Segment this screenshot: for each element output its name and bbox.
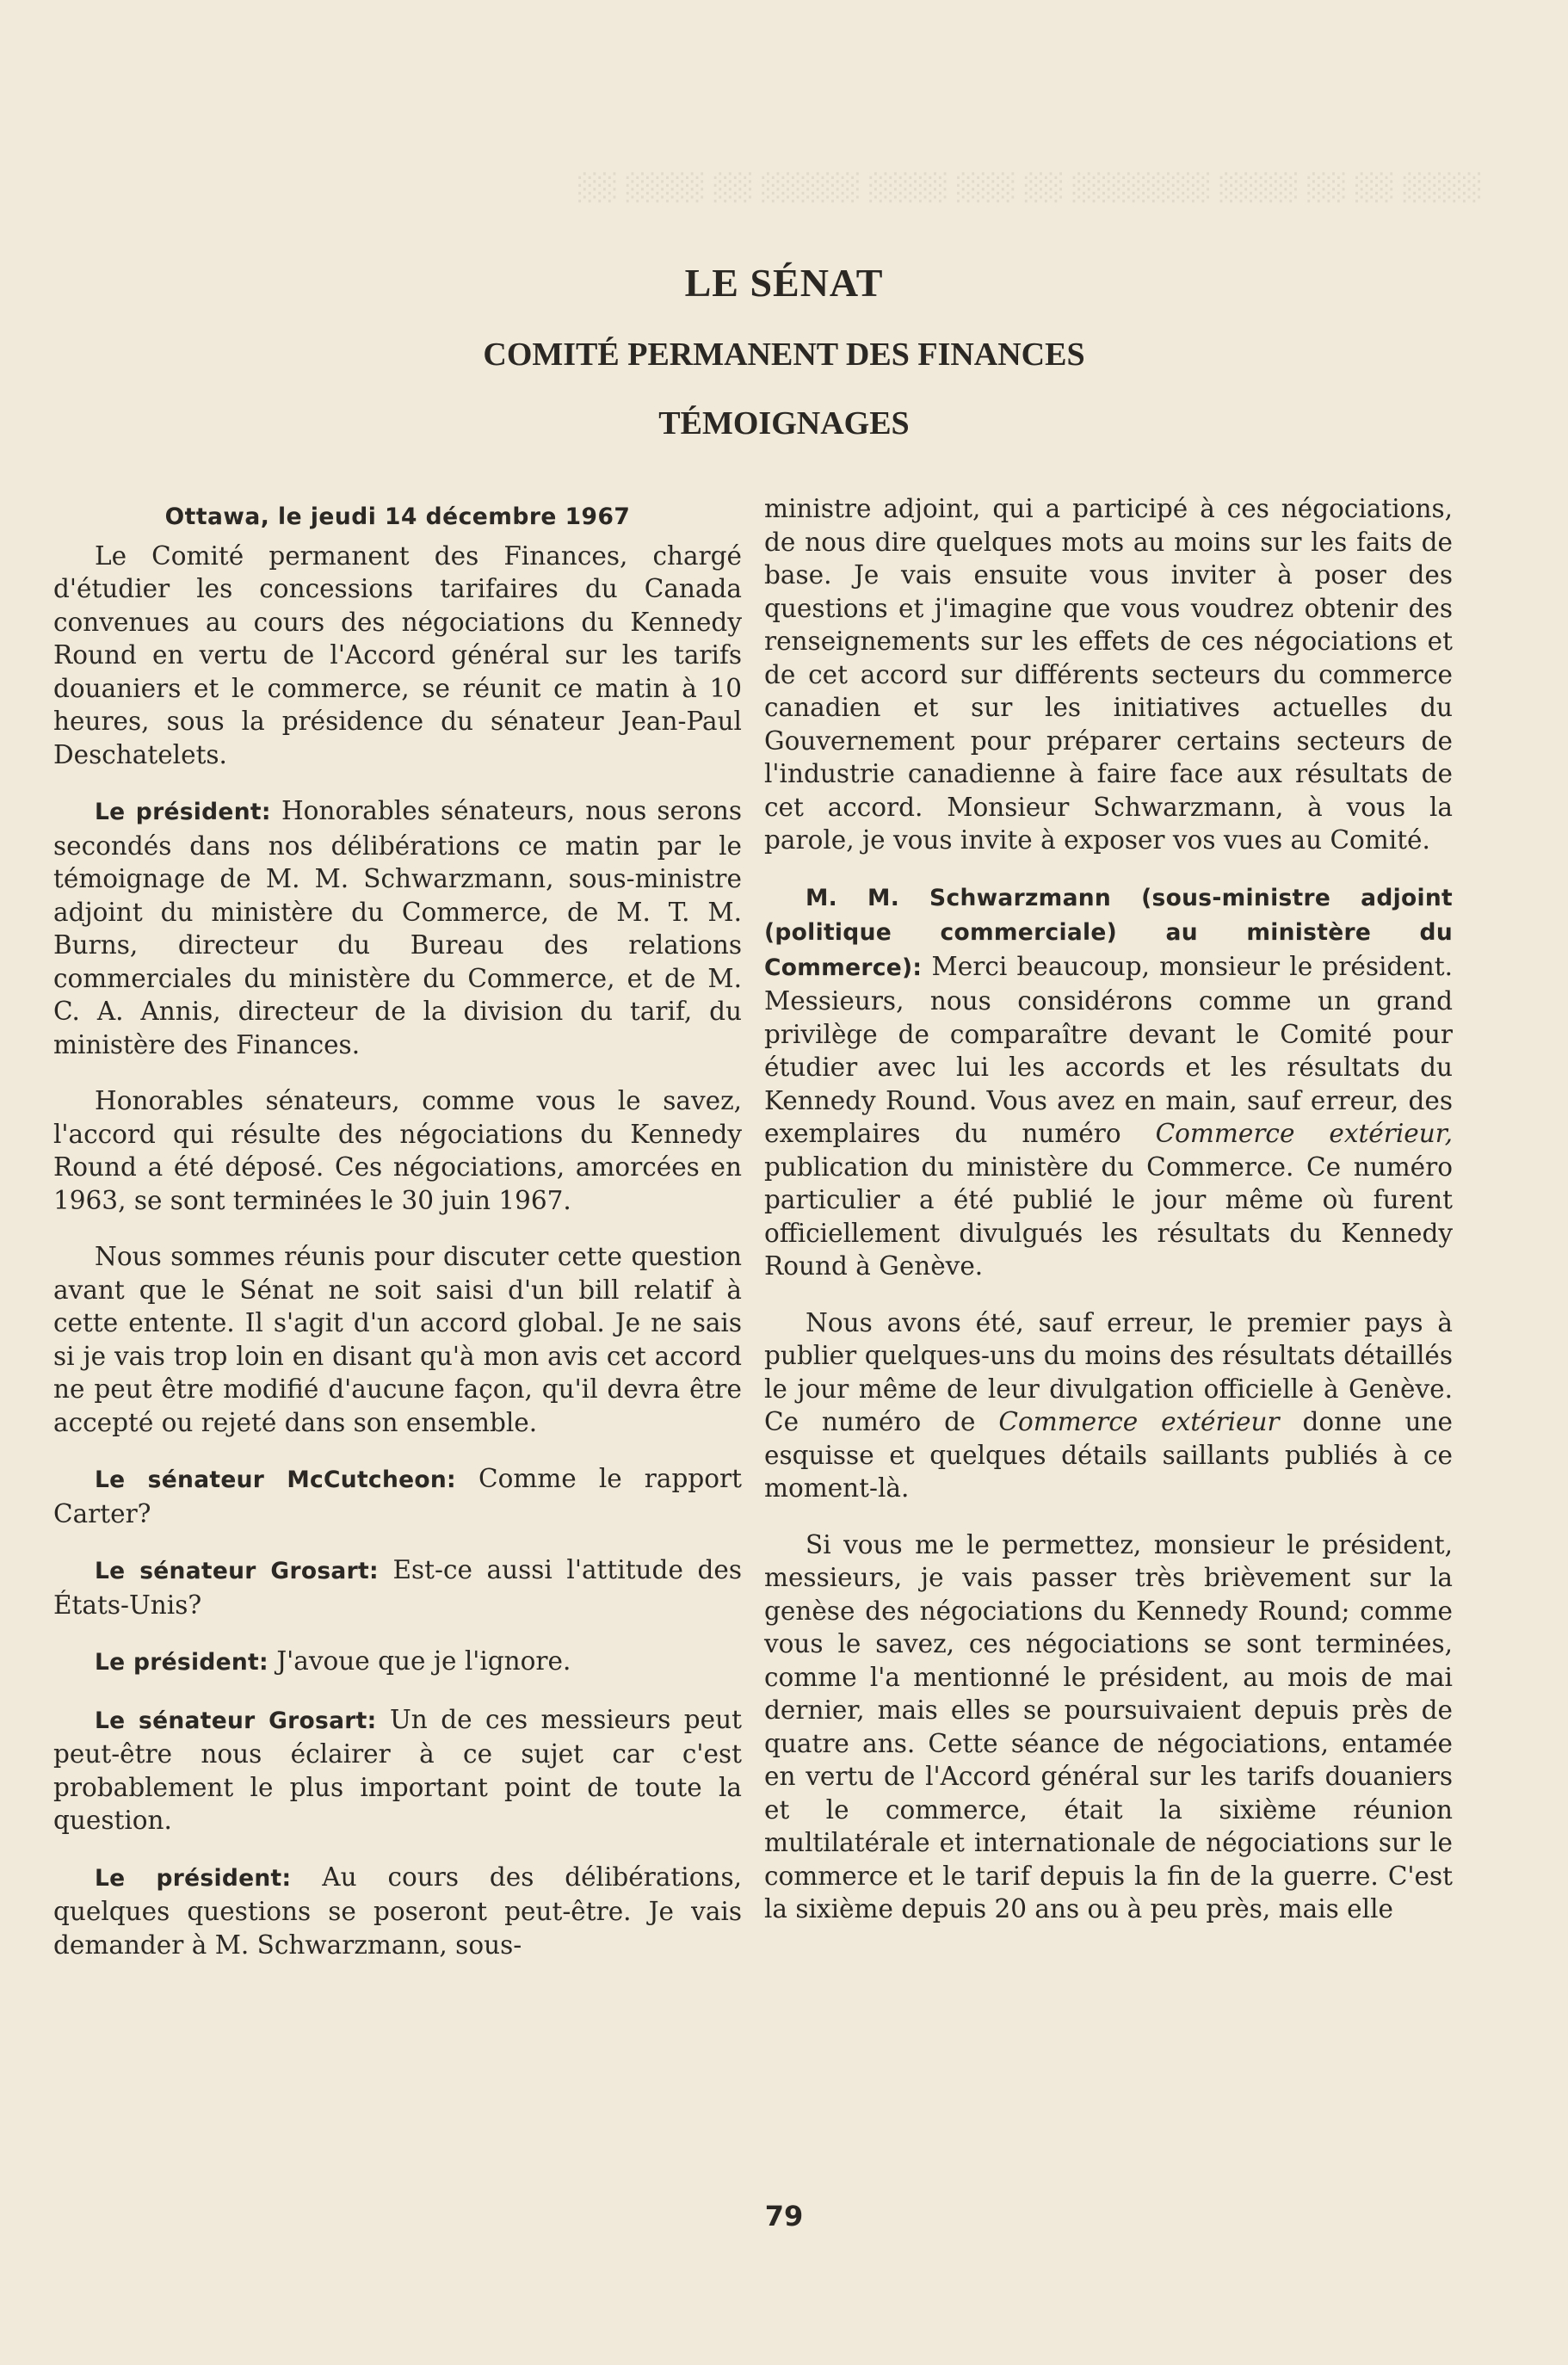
- speech-text: Un de ces messieurs peut peut-être nous éclairer à ce sujet car c'est probablement le plus important point de toute la question.: [53, 1704, 742, 1835]
- speech-text: Honorables sénateurs, nous serons secondés dans nos délibérations ce matin par le témoignage de M. M. Schwarzmann, sous-ministre adjoint du ministère du Commerce, de M. T. M. Burns, directeur du Bureau des relations commerciales du ministère du Commerce, et de M. C. A. Annis, directeur de la division du tarif, du ministère des Finances.: [53, 796, 742, 1059]
- speech-paragraph: [53, 1861, 742, 1962]
- paragraph: Le Comité permanent des Finances, chargé d'étudier les concessions tarifaires du Canada convenues au cours des négociations du Kennedy Round en vertu de l'Accord général sur les tarifs douaniers et le commerce, se réunit ce matin à 10 heures, sous la présidence du sénateur Jean-Paul Deschatelets.: [53, 540, 742, 769]
- speech-text: Comme le rapport Carter?: [53, 1464, 742, 1528]
- paragraph: [764, 1306, 1453, 1505]
- speaker-label: Le sénateur Grosart:: [95, 1558, 379, 1584]
- speaker-label: M. M. Schwarzmann (sous-ministre adjoint (politique commerciale) au ministère du Commerce):: [764, 884, 1453, 981]
- right-column: [764, 492, 1453, 1949]
- speech-paragraph: [53, 1553, 742, 1621]
- speaker-label: Le président:: [95, 799, 271, 825]
- publication-title: Commerce extérieur: [998, 1407, 1280, 1436]
- speech-paragraph: [53, 1703, 742, 1837]
- show-through-text: [361, 172, 1480, 205]
- speech-text: publication du ministère du Commerce. Ce numéro particulier a été publié le jour même où furent officiellement divulgués les résultats du Kennedy Round à Genève.: [764, 1152, 1453, 1281]
- left-column: [53, 492, 742, 1985]
- paragraph-text: donne une esquisse et quelques détails saillants publiés à ce moment-là.: [764, 1407, 1453, 1503]
- speaker-label: Le président:: [95, 1649, 269, 1676]
- speech-paragraph: [764, 880, 1453, 1283]
- speaker-label: Le sénateur McCutcheon:: [95, 1467, 456, 1493]
- speaker-label: Le président:: [95, 1864, 292, 1892]
- show-through-line: ░░░░ ░░ ░░ ░░░░ ░░░░░░░ ░░ ░░░ ░░░░ ░░░░░ ░░ ░░░░ ░░: [576, 173, 1480, 203]
- dateline: Ottawa, le jeudi 14 décembre 1967: [164, 503, 631, 530]
- speech-text: Merci beaucoup, monsieur le président. Messieurs, nous considérons comme un grand privilège de comparaître devant le Comité pour étudier avec lui les accords et les résultats du Kennedy Round. Vous avez en main, sauf erreur, des exemplaires du numéro: [764, 951, 1453, 1148]
- page-number: 79: [764, 2200, 804, 2232]
- publication-title: Commerce extérieur,: [1155, 1119, 1453, 1148]
- page-title: LE SÉNAT: [684, 261, 884, 305]
- speech-paragraph: [53, 794, 742, 1061]
- speech-text: Au cours des délibérations, quelques questions se poseront peut-être. Je vais demander à M. Schwarzmann, sous-: [53, 1862, 742, 1960]
- paragraph: Si vous me le permettez, monsieur le président, messieurs, je vais passer très brièvement sur la genèse des négociations du Kennedy Round; comme vous le savez, ces négociations se sont terminées, comme l'a mentionné le président, au mois de mai dernier, mais elles se poursuivaient depuis près de quatre ans. Cette séance de négociations, entamée en vertu de l'Accord général sur les tarifs douaniers et le commerce, était la sixième réunion multilatérale et internationale de négociations sur le commerce et le tarif depuis la fin de la guerre. C'est la sixième depuis 20 ans ou à peu près, mais elle: [764, 1529, 1453, 1923]
- paragraph: Nous sommes réunis pour discuter cette question avant que le Sénat ne soit saisi d'un bill relatif à cette entente. Il s'agit d'un accord global. Je ne sais si je vais trop loin en disant qu'à mon avis cet accord ne peut être modifié d'aucune façon, qu'il devra être accepté ou rejeté dans son ensemble.: [53, 1242, 742, 1437]
- speech-text: Est-ce aussi l'attitude des États-Unis?: [53, 1555, 742, 1620]
- speech-paragraph: [53, 1462, 742, 1530]
- paragraph: Honorables sénateurs, comme vous le savez, l'accord qui résulte des négociations du Kennedy Round a été déposé. Ces négociations, amorcées en 1963, se sont terminées le 30 juin 1967.: [53, 1086, 742, 1215]
- committee-title: COMITÉ PERMANENT DES FINANCES: [483, 337, 1085, 373]
- paragraph-text: Nous avons été, sauf erreur, le premier pays à publier quelques-uns du moins des résultats détaillés le jour même de leur divulgation officielle à Genève. Ce numéro de: [764, 1307, 1453, 1436]
- speech-paragraph: [53, 1645, 742, 1680]
- speech-text: J'avoue que je l'ignore.: [276, 1646, 571, 1676]
- paragraph: ministre adjoint, qui a participé à ces négociations, de nous dire quelques mots au moins sur les faits de base. Je vais ensuite vous inviter à poser des questions et j'imagine que vous voudrez obtenir des renseignements sur les effets de ces négociations et de cet accord sur différents secteurs du commerce canadien et sur les initiatives actuelles du Gouvernement pour préparer certains secteurs de l'industrie canadienne à faire face aux résultats de cet accord. Monsieur Schwarzmann, à vous la parole, je vous invite à exposer vos vues au Comité.: [764, 494, 1453, 855]
- section-title: TÉMOIGNAGES: [658, 405, 910, 442]
- speaker-label: Le sénateur Grosart:: [95, 1707, 377, 1734]
